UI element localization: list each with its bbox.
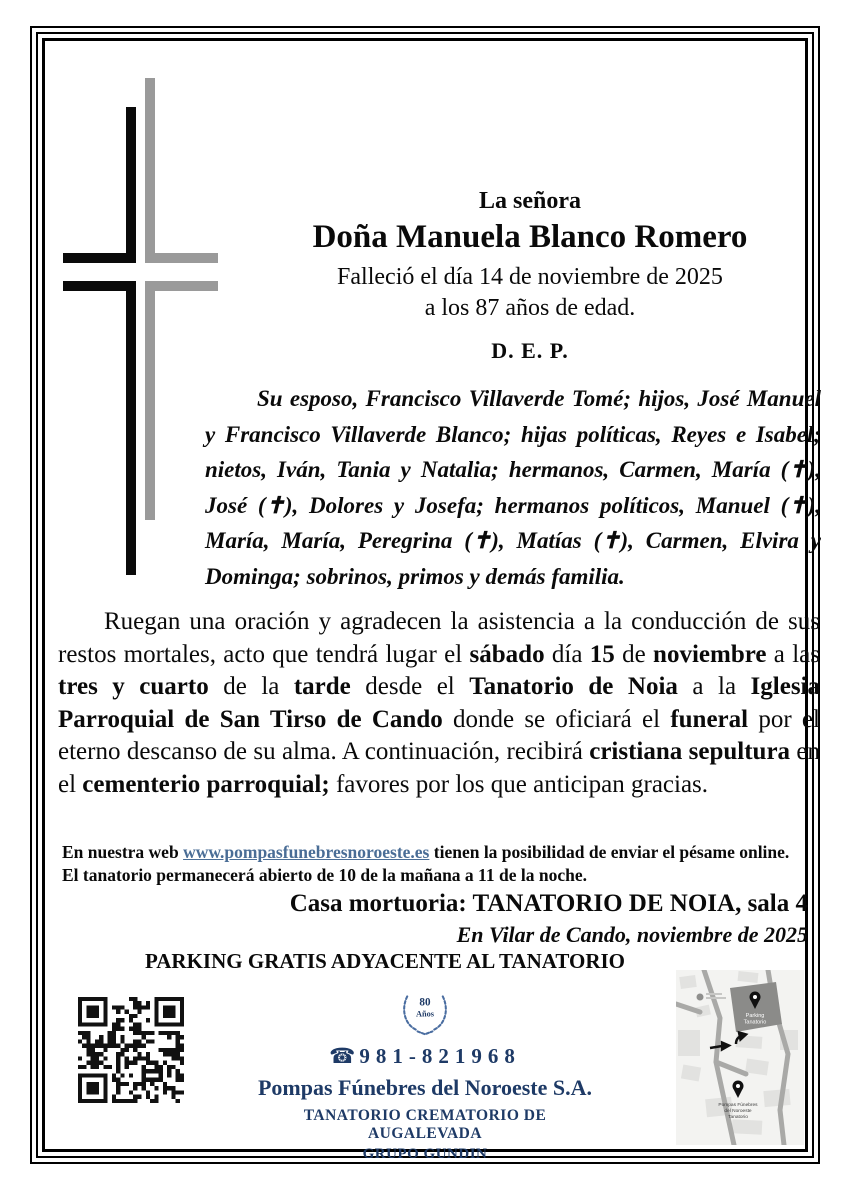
cross-black-arm-upper <box>63 253 136 263</box>
cross-gray-vertical-top <box>145 78 155 253</box>
phone-number: 981-821968 <box>359 1044 521 1068</box>
emblem-anos-text: Años <box>415 1009 435 1019</box>
place-date-line: En Vilar de Cando, noviembre de 2025 <box>456 922 808 947</box>
parking-line: PARKING GRATIS ADYACENTE AL TANATORIO <box>145 949 625 973</box>
header-block <box>240 188 820 364</box>
qr-code <box>78 997 184 1103</box>
emblem-80-text: 80 <box>419 996 431 1009</box>
family-paragraph: Su esposo, Francisco Villaverde Tomé; hijos, José Manuel y Francisco Villaverde Blanco; hijas políticas, Reyes e Isabel; nietos, Iván, Tania y Natalia; hermanos, Carmen, María (✝), José (✝), Dolores y Josefa; hermanos políticos, Manuel (✝), María, María, Peregrina (✝), Matías (✝), Carmen, Elvira y Dominga; sobrinos, primos y demás familia. <box>205 386 821 589</box>
smallprint-web-line: En nuestra web www.pompasfunebresnoroeste.es tienen la posibilidad de enviar el pésame online. <box>62 842 790 862</box>
cross-gray-arm-upper <box>145 253 218 263</box>
deceased-name: Doña Manuela Blanco Romero <box>312 219 748 255</box>
cross-gray-arm-lower <box>145 281 218 291</box>
death-date-line: Falleció el día 14 de noviembre de 2025 <box>337 264 723 290</box>
cross-black-vertical-bottom <box>126 291 136 575</box>
group-line: GRUPO GUNDIN <box>362 1146 488 1162</box>
dep-line: D. E. P. <box>491 338 569 363</box>
map-parking-label-2: Tanatorio <box>743 1019 767 1026</box>
anniversary-emblem <box>250 985 600 1042</box>
map-parking-label-1: Parking <box>745 1013 765 1019</box>
map-funeral-label-2: del Noroeste <box>724 1109 752 1114</box>
crematory-line: TANATORIO CREMATORIO DE AUGALEVADA <box>303 1107 547 1142</box>
announcement-paragraph: Ruegan una oración y agradecen la asistencia a la conducción de sus restos mortales, acto que tendrá lugar el sábado día 15 de noviembre a las tres y cuarto de la tarde desde el Tanatorio de Noia a la Iglesia Parroquial de San Tirso de Cando donde se oficiará el funeral por el eterno descanso de su alma. A continuación, recibirá cristiana sepultura en el cementerio parroquial; favores por los que anticipan gracias. <box>58 608 820 798</box>
phone-row <box>250 1044 600 1069</box>
map-funeral-label-3: Tanatorio <box>728 1115 748 1120</box>
smallprint-block <box>62 841 820 886</box>
phone-icon: ☎ <box>329 1044 356 1068</box>
pretitle: La señora <box>479 188 581 214</box>
death-age-line: a los 87 años de edad. <box>424 295 636 321</box>
map-funeral-label-1: Pompas Fúnebres <box>718 1103 758 1108</box>
pesame-web-link[interactable]: www.pompasfunebresnoroeste.es <box>183 842 430 862</box>
company-name: Pompas Fúnebres del Noroeste S.A. <box>257 1075 593 1100</box>
location-map <box>676 970 804 1145</box>
cross-black-vertical-top <box>126 107 136 253</box>
mortuary-house-line: Casa mortuoria: TANATORIO DE NOIA, sala 4 <box>289 890 808 917</box>
footer-block <box>250 985 600 1163</box>
cross-gray-vertical-bottom <box>145 291 155 520</box>
smallprint-hours-line: El tanatorio permanecerá abierto de 10 de la mañana a 11 de la noche. <box>62 864 587 885</box>
cross-black-arm-lower <box>63 281 136 291</box>
